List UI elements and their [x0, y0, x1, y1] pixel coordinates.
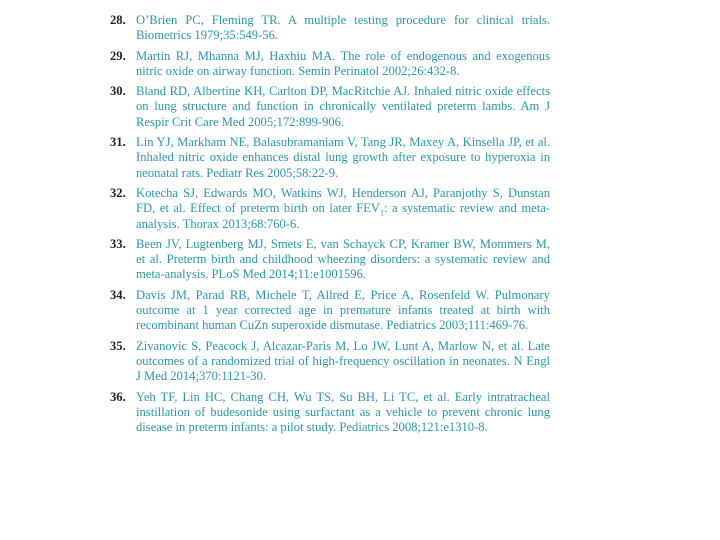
- reference-item: [110, 49, 550, 80]
- reference-number: 29.: [110, 48, 126, 63]
- reference-text: Martin RJ, Mhanna MJ, Haxhiu MA. The role of endogenous and exogenous nitric oxide on airway function. Semin Perinatol 2002;26:432-8.: [136, 48, 550, 78]
- reference-list: [110, 13, 550, 440]
- reference-item: [110, 84, 550, 130]
- reference-text: Been JV, Lugtenberg MJ, Smets E, van Schayck CP, Kramer BW, Mommers M, et al. Preterm birth and childhood wheezing disorders: a systematic review and meta-analysis. PLoS Med 2014;11:e1001596.: [136, 236, 550, 282]
- reference-item: [110, 135, 550, 181]
- reference-text-part: : a systematic review and meta-analysis. Thorax 2013;68:760-6.: [136, 201, 550, 231]
- reference-item: [110, 13, 550, 44]
- reference-text-part: Kotecha SJ, Edwards MO, Watkins WJ, Henderson AJ, Paranjothy S, Dunstan FD, et al. Effect of preterm birth on later FEV: [136, 185, 550, 216]
- reference-number: 33.: [110, 236, 126, 251]
- reference-text: Bland RD, Albertine KH, Carlton DP, MacRitchie AJ. Inhaled nitric oxide effects on lung structure and function in chronically ventilated preterm lambs. Am J Respir Crit Care Med 2005;172:899-906.: [136, 84, 550, 129]
- reference-text: Lin YJ, Markham NE, Balasubramaniam V, Tang JR, Maxey A, Kinsella JP, et al. Inhaled nitric oxide enhances distal lung growth after exposure to hyperoxia in neonatal rats. Pediatr Res 2005;58:22-9.: [136, 135, 550, 180]
- reference-number: 28.: [110, 13, 126, 27]
- reference-number: 30.: [110, 84, 126, 99]
- reference-text: [136, 186, 550, 232]
- reference-item: [110, 339, 550, 385]
- reference-number: 36.: [110, 389, 126, 404]
- reference-item: [110, 186, 550, 232]
- reference-number: 34.: [110, 287, 126, 302]
- reference-number: 32.: [110, 185, 126, 200]
- reference-number: 35.: [110, 338, 126, 353]
- reference-text: Davis JM, Parad RB, Michele T, Allred E, Price A, Rosenfeld W. Pulmonary outcome at 1 year corrected age in premature infants treated at birth with recombinant human CuZn superoxide dismutase. Pediatrics 2003;111:469-76.: [136, 287, 550, 333]
- reference-text: Zivanovic S, Peacock J, Alcazar-Paris M, Lo JW, Lunt A, Marlow N, et al. Late outcomes of a randomized trial of high-frequency oscillation in neonates. N Engl J Med 2014;370:1121-30.: [136, 338, 550, 384]
- reference-item: [110, 288, 550, 334]
- reference-item: [110, 390, 550, 436]
- reference-text: Yeh TF, Lin HC, Chang CH, Wu TS, Su BH, Li TC, et al. Early intratracheal instillation of budesonide using surfactant as a vehicle to prevent chronic lung disease in preterm infants: a pilot study. Pediatrics 2008;121:e1310-8.: [136, 389, 550, 435]
- reference-text: O’Brien PC, Fleming TR. A multiple testing procedure for clinical trials. Biometrics 1979;35:549-56.: [136, 13, 550, 43]
- subscript: 1: [380, 208, 385, 218]
- reference-item: [110, 237, 550, 283]
- reference-number: 31.: [110, 135, 126, 150]
